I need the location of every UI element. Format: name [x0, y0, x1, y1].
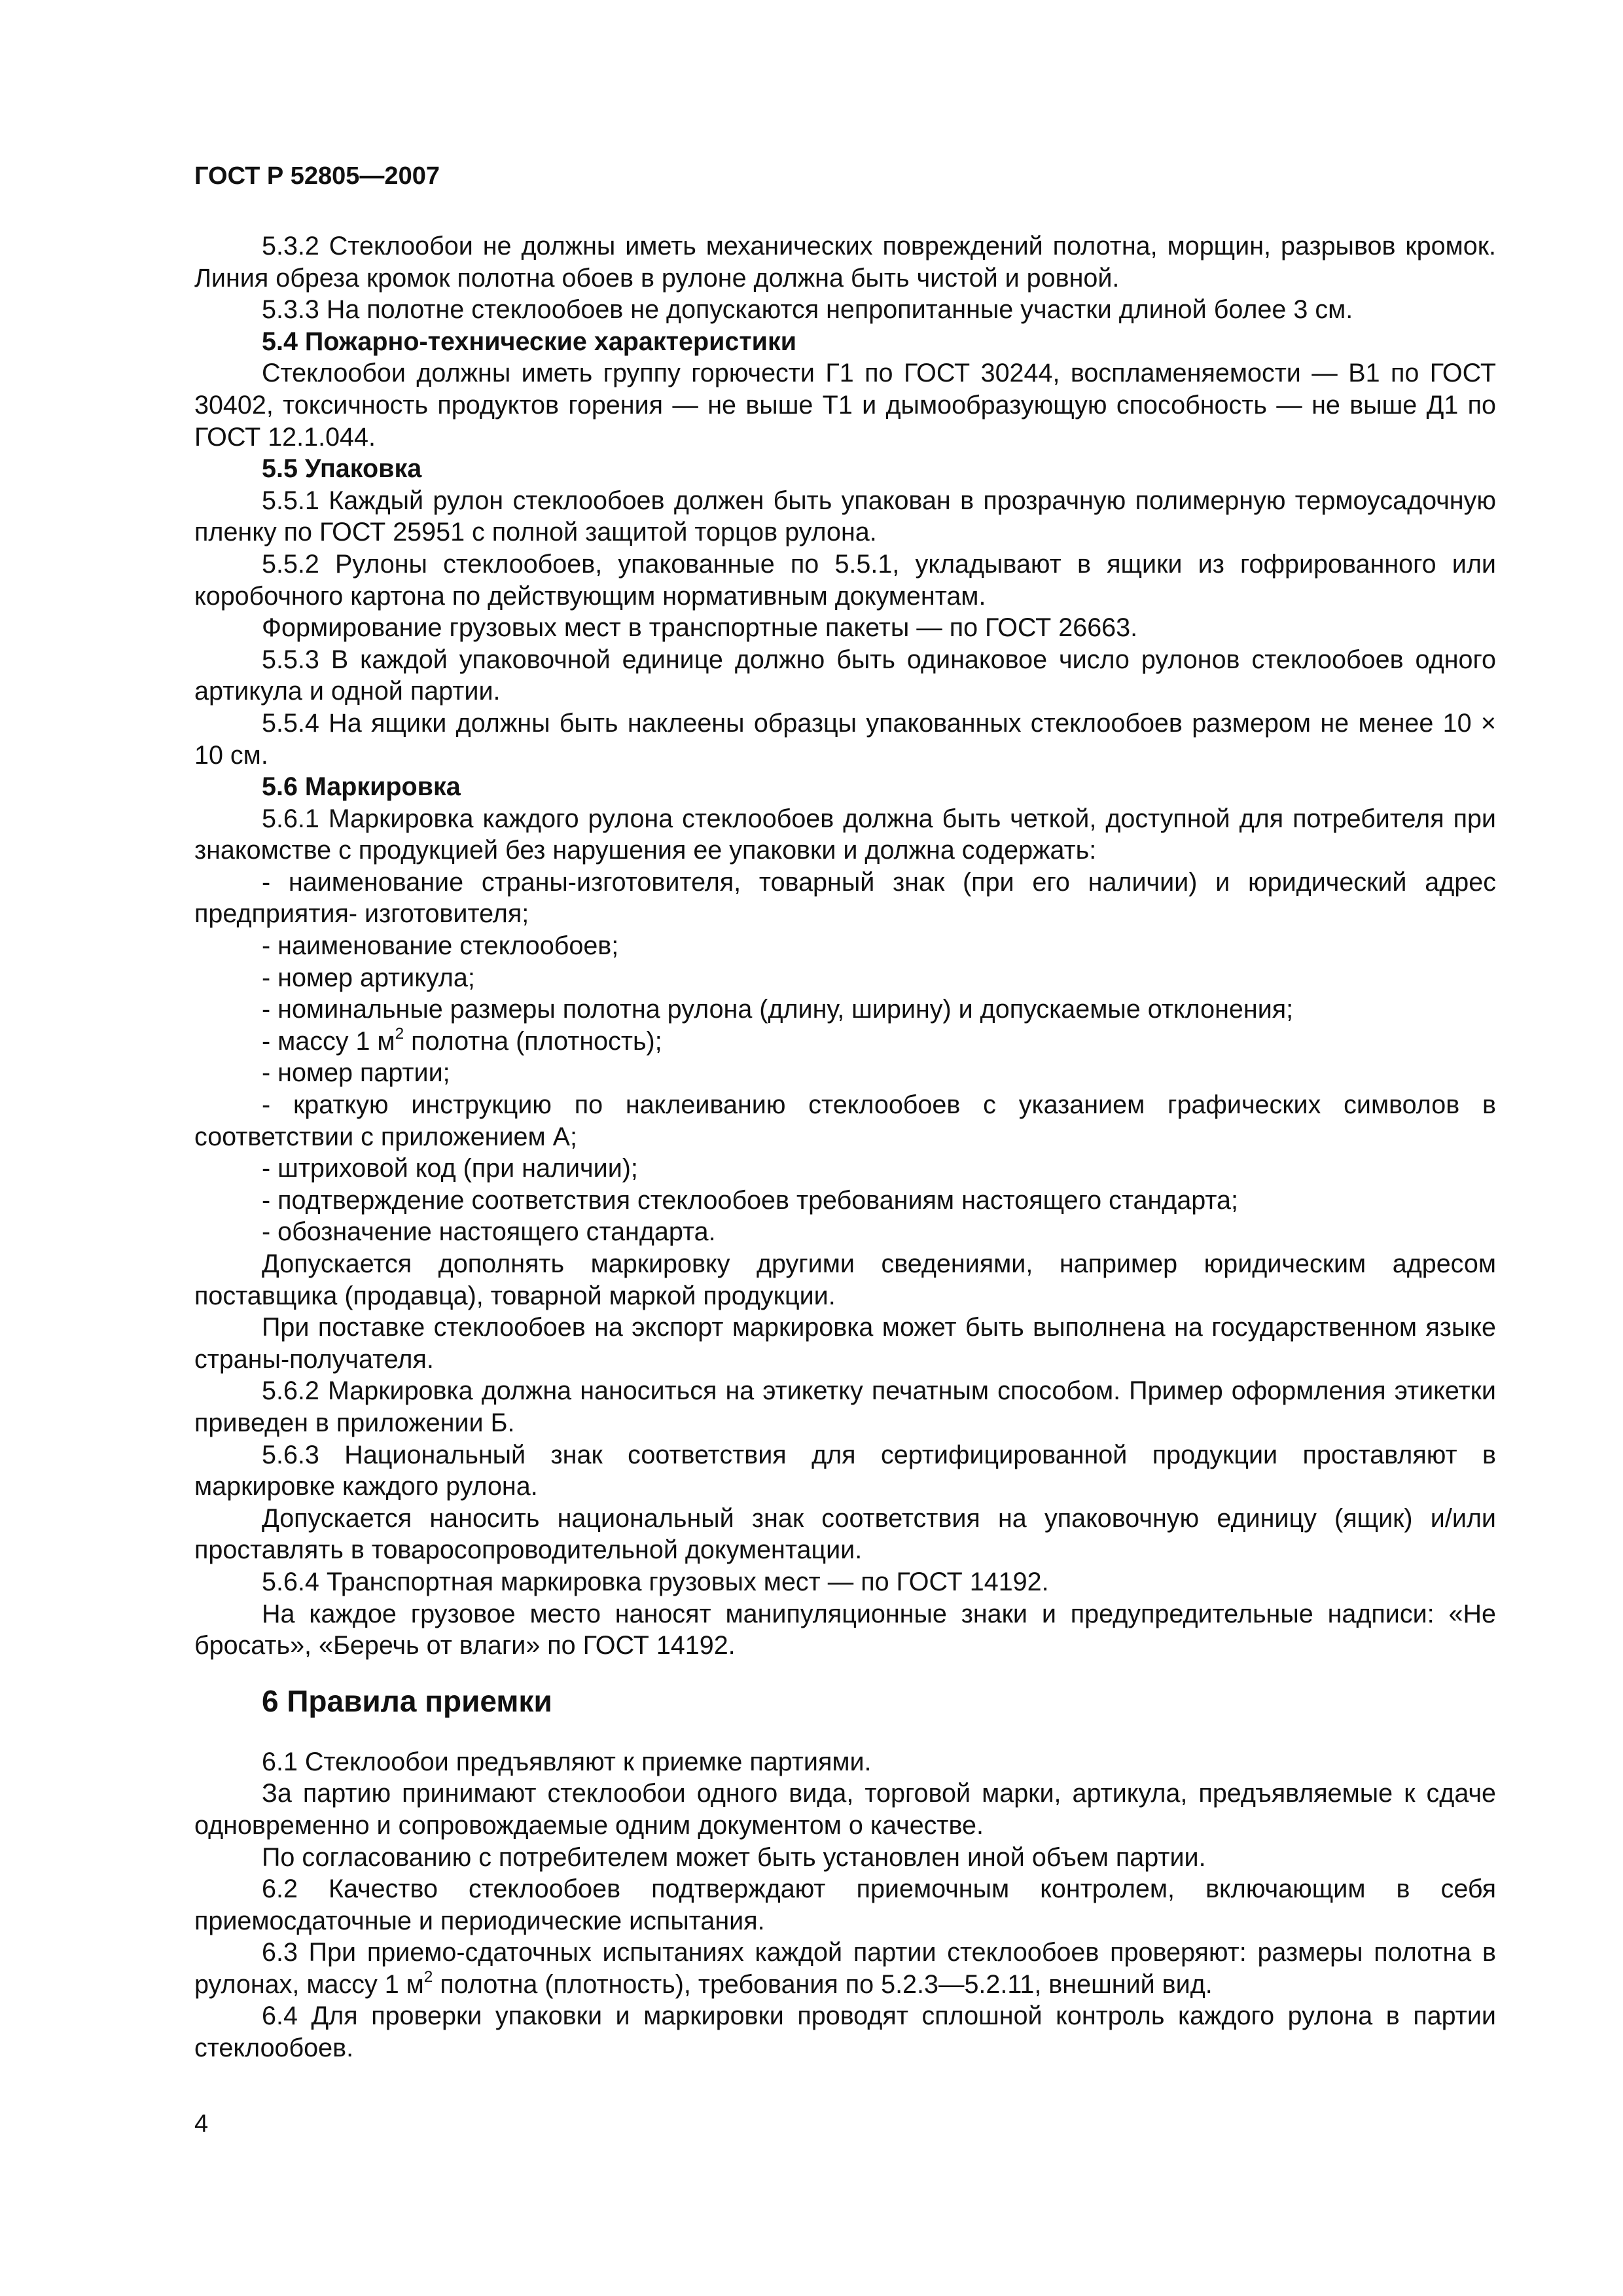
paragraph-5-5-2: 5.5.2 Рулоны стеклообоев, упакованные по 5.5.1, укладывают в ящики из гофрированного или коробочного картона по действующим нормативным документам.: [194, 549, 1496, 611]
paragraph-5-3-2: 5.3.2 Стеклообои не должны иметь механических повреждений полотна, морщин, разрывов кромок. Линия обреза кромок полотна обоев в рулоне должна быть чистой и ровной.: [194, 232, 1496, 293]
paragraph-5-5-3: 5.5.3 В каждой упаковочной единице должно быть одинаковое число рулонов стеклообоев одного артикула и одной партии.: [194, 645, 1496, 706]
paragraph-6-1-batch: За партию принимают стеклообои одного вида, торговой марки, артикула, предъявляемые к сдаче одновременно и сопровождаемые одним документом о качестве.: [194, 1779, 1496, 1840]
paragraph-5-6-3: 5.6.3 Национальный знак соответствия для сертифицированной продукции проставляют в маркировке каждого рулона.: [194, 1440, 1496, 1501]
paragraph-6-2: 6.2 Качество стеклообоев подтверждают приемочным контролем, включающим в себя приемосдаточные и периодические испытания.: [194, 1874, 1496, 1935]
subheading-5-4: 5.4 Пожарно-технические характеристики: [262, 327, 797, 356]
list-item: - номер партии;: [262, 1058, 450, 1088]
paragraph-5-5-4: 5.5.4 На ящики должны быть наклеены образцы упакованных стеклообоев размером не менее 10 × 10 см.: [194, 708, 1496, 770]
paragraph-text: полотна (плотность), требования по 5.2.3—5.2.11, внешний вид.: [433, 1969, 1213, 1999]
subheading-5-6: 5.6 Маркировка: [262, 772, 461, 802]
paragraph-6-1: 6.1 Стеклообои предъявляют к приемке партиями.: [262, 1747, 872, 1776]
paragraph-6-3: [194, 1937, 1496, 2000]
superscript: 2: [395, 1024, 404, 1043]
paragraph-5-4: Стеклообои должны иметь группу горючести Г1 по ГОСТ 30244, воспламеняемости — В1 по ГОСТ 30402, токсичность продуктов горения — не выше Т1 и дымообразующую способность — не выше Д1 по ГОСТ 12.1.044.: [194, 359, 1496, 452]
list-item: - краткую инструкцию по наклеиванию стеклообоев с указанием графических символов в соответствии с приложением А;: [194, 1090, 1496, 1151]
list-item: - номер артикула;: [262, 963, 475, 992]
paragraph-6-4: 6.4 Для проверки упаковки и маркировки проводят сплошной контроль каждого рулона в партии стеклообоев.: [194, 2001, 1496, 2063]
list-item: - обозначение настоящего стандарта.: [262, 1217, 716, 1247]
list-item: - штриховой код (при наличии);: [262, 1154, 638, 1183]
paragraph-5-5-2-pallets: Формирование грузовых мест в транспортные пакеты — по ГОСТ 26663.: [262, 613, 1138, 643]
list-item-text: - массу 1 м: [262, 1026, 395, 1056]
paragraph-5-6-3-extra: Допускается наносить национальный знак соответствия на упаковочную единицу (ящик) и/или проставлять в товаросопроводительной документации.: [194, 1503, 1496, 1565]
paragraph-5-6-2: 5.6.2 Маркировка должна наноситься на этикетку печатным способом. Пример оформления этикетки приведен в приложении Б.: [194, 1376, 1496, 1437]
list-item: - подтверждение соответствия стеклообоев требованиям настоящего стандарта;: [262, 1185, 1238, 1215]
paragraph-text: 6.3 При приемо-сдаточных испытаниях каждой партии стеклообоев проверяют: размеры полотна в рулонах, массу 1 м: [194, 1938, 1496, 1999]
list-item-text: полотна (плотность);: [404, 1026, 662, 1056]
section-heading-6: 6 Правила приемки: [262, 1683, 552, 1718]
list-item: - наименование стеклообоев;: [262, 931, 619, 961]
paragraph-6-1-agreement: По согласованию с потребителем может быть установлен иной объем партии.: [262, 1842, 1206, 1872]
paragraph-5-6-1: 5.6.1 Маркировка каждого рулона стеклообоев должна быть четкой, доступной для потребителя при знакомстве с продукцией без нарушения ее упаковки и должна содержать:: [194, 804, 1496, 865]
paragraph-5-6-1-export: При поставке стеклообоев на экспорт маркировка может быть выполнена на государственном языке страны-получателя.: [194, 1313, 1496, 1374]
list-item: [194, 1026, 1496, 1058]
paragraph-5-3-3: 5.3.3 На полотне стеклообоев не допускаются непропитанные участки длиной более 3 см.: [262, 295, 1353, 325]
subheading-5-5: 5.5 Упаковка: [262, 454, 422, 484]
paragraph-5-6-1-extra: Допускается дополнять маркировку другими сведениями, например юридическим адресом поставщика (продавца), товарной маркой продукции.: [194, 1249, 1496, 1310]
list-item: - наименование страны-изготовителя, товарный знак (при его наличии) и юридический адрес предприятия- изготовителя;: [194, 867, 1496, 929]
paragraph-5-6-4-extra: На каждое грузовое место наносят манипуляционные знаки и предупредительные надписи: «Не бросать», «Беречь от влаги» по ГОСТ 14192.: [194, 1599, 1496, 1660]
paragraph-5-6-4: 5.6.4 Транспортная маркировка грузовых мест — по ГОСТ 14192.: [262, 1567, 1049, 1596]
superscript: 2: [423, 1967, 433, 1986]
list-item: - номинальные размеры полотна рулона (длину, ширину) и допускаемые отклонения;: [262, 995, 1294, 1024]
document-header: ГОСТ Р 52805—2007: [194, 162, 440, 190]
document-body: [194, 230, 1496, 2064]
paragraph-5-5-1: 5.5.1 Каждый рулон стеклообоев должен быть упакован в прозрачную полимерную термоусадочную пленку по ГОСТ 25951 с полной защитой торцов рулона.: [194, 486, 1496, 547]
page-number: 4: [194, 2110, 209, 2138]
